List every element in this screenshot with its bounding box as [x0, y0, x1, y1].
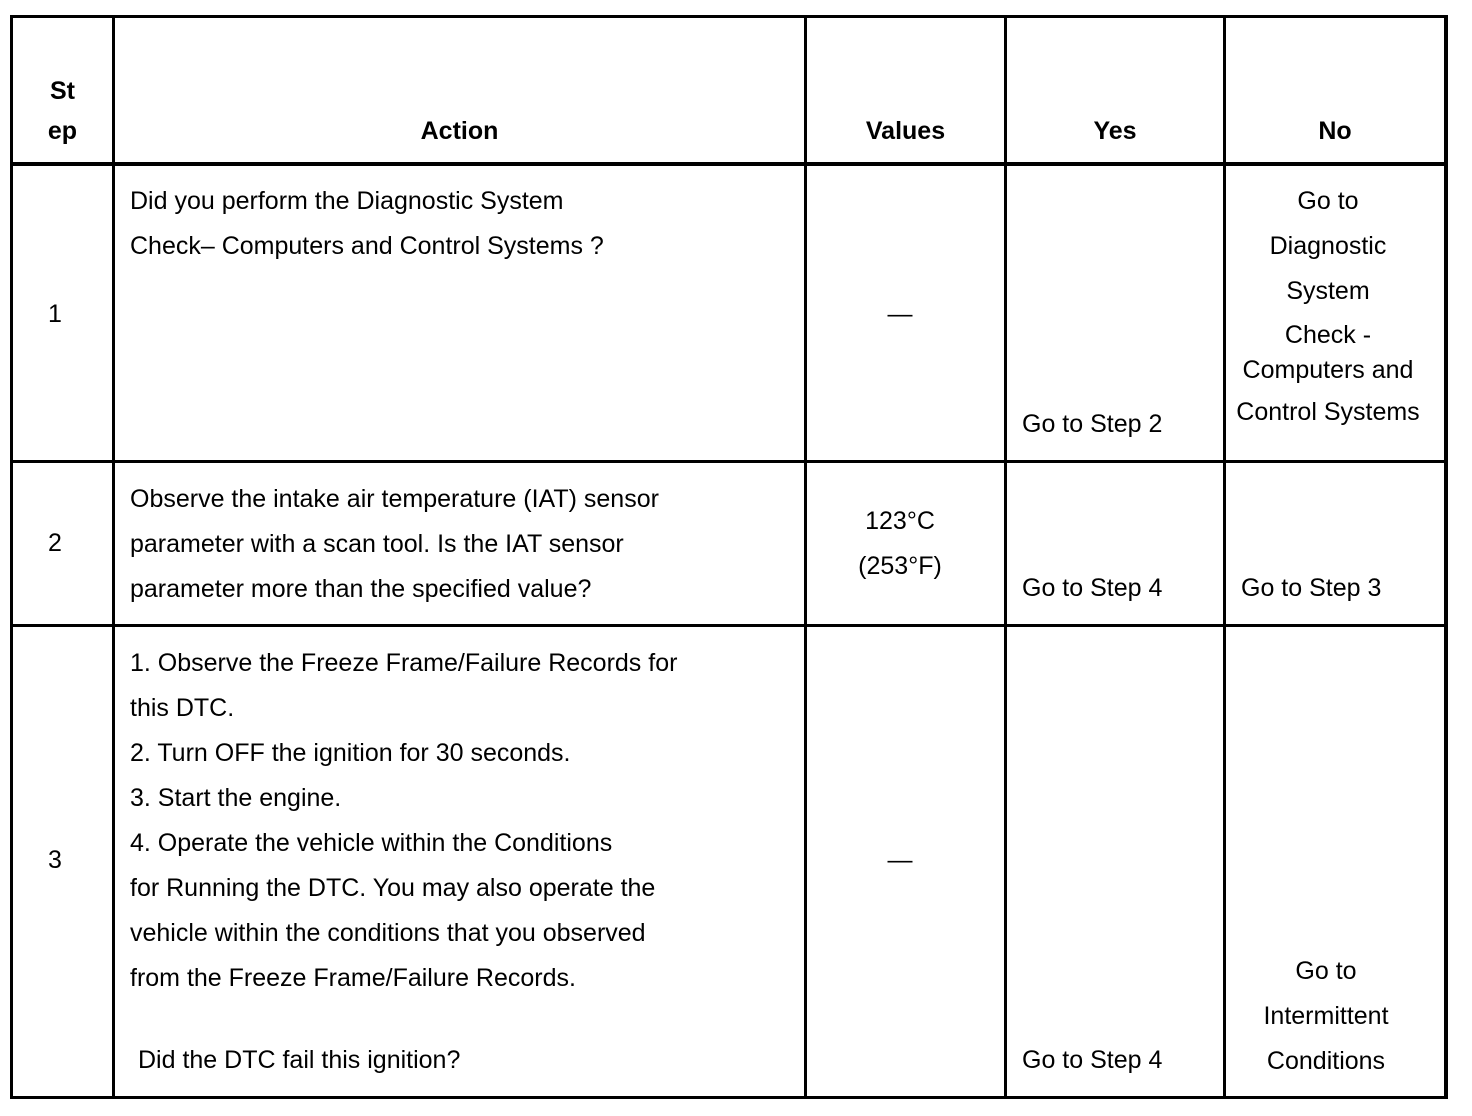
- table-border-right: [1444, 15, 1448, 1099]
- row-1-no-line: Control Systems: [1236, 398, 1420, 426]
- col-separator-yes: [1223, 15, 1226, 1099]
- col-separator-step: [112, 15, 115, 1099]
- row-3-no-line: Go to: [1295, 957, 1357, 985]
- row-1-step: 1: [48, 300, 62, 328]
- row-2-step: 2: [48, 529, 62, 557]
- header-action: Action: [420, 117, 499, 145]
- row-2-values-line: (253°F): [858, 552, 942, 580]
- row-3-question: Did the DTC fail this ignition?: [138, 1046, 461, 1074]
- row-1-action-line: Did you perform the Diagnostic System: [130, 187, 564, 215]
- row-3-action-line: from the Freeze Frame/Failure Records.: [130, 964, 576, 992]
- row-2-action: [130, 477, 659, 612]
- row-2-values-line: 123°C: [865, 507, 935, 535]
- header-step-line-1: St: [50, 77, 75, 105]
- row-3-values: —: [887, 846, 913, 874]
- header-yes: Yes: [1093, 117, 1137, 145]
- row-3-step: 3: [48, 846, 62, 874]
- row-3-action-line: 1. Observe the Freeze Frame/Failure Records for: [130, 649, 678, 677]
- row-3-yes: Go to Step 4: [1022, 1046, 1163, 1074]
- row-3-action-line: this DTC.: [130, 694, 235, 722]
- header-separator: [10, 162, 1448, 166]
- row-3-action-line: for Running the DTC. You may also operate the: [130, 874, 656, 902]
- row-1-no-line: Check -: [1284, 321, 1372, 349]
- row-2-action-line: parameter more than the specified value?: [130, 575, 592, 603]
- row-3-action-line: 4. Operate the vehicle within the Conditions: [130, 829, 613, 857]
- row-3-no-line: Conditions: [1266, 1047, 1386, 1075]
- row-2-action-line: Observe the intake air temperature (IAT) sensor: [130, 485, 659, 513]
- row-3-action-line: vehicle within the conditions that you observed: [130, 919, 646, 947]
- row-3-action: [130, 641, 677, 1001]
- col-separator-values: [1004, 15, 1007, 1099]
- row-1-values: —: [887, 300, 913, 328]
- row-3-no: [1226, 949, 1426, 1084]
- row-2-values: [807, 499, 993, 589]
- row-1-no: [1226, 179, 1430, 434]
- header-no: No: [1318, 117, 1352, 145]
- row-1-no-line: Go to: [1297, 187, 1359, 215]
- row-1-no-line: System: [1286, 277, 1370, 305]
- row-1-no-line: Diagnostic: [1269, 232, 1387, 260]
- table-border-bottom: [10, 1096, 1448, 1099]
- header-step: [13, 71, 112, 151]
- row-2-yes: Go to Step 4: [1022, 574, 1163, 602]
- row-1-no-line: Computers and: [1242, 356, 1414, 384]
- row-2-action-line: parameter with a scan tool. Is the IAT sensor: [130, 530, 624, 558]
- row-2-no: Go to Step 3: [1241, 574, 1382, 602]
- row-3-action-line: 2. Turn OFF the ignition for 30 seconds.: [130, 739, 571, 767]
- row-separator-2: [10, 624, 1448, 627]
- row-1-yes: Go to Step 2: [1022, 410, 1163, 438]
- row-3-no-line: Intermittent: [1263, 1002, 1389, 1030]
- row-1-action: [130, 179, 604, 269]
- table-border-top: [10, 15, 1448, 18]
- row-3-action-line: 3. Start the engine.: [130, 784, 342, 812]
- row-1-action-line: Check– Computers and Control Systems ?: [130, 232, 604, 260]
- row-separator-1: [10, 460, 1448, 463]
- header-step-line-2: ep: [47, 117, 78, 145]
- header-values: Values: [865, 117, 946, 145]
